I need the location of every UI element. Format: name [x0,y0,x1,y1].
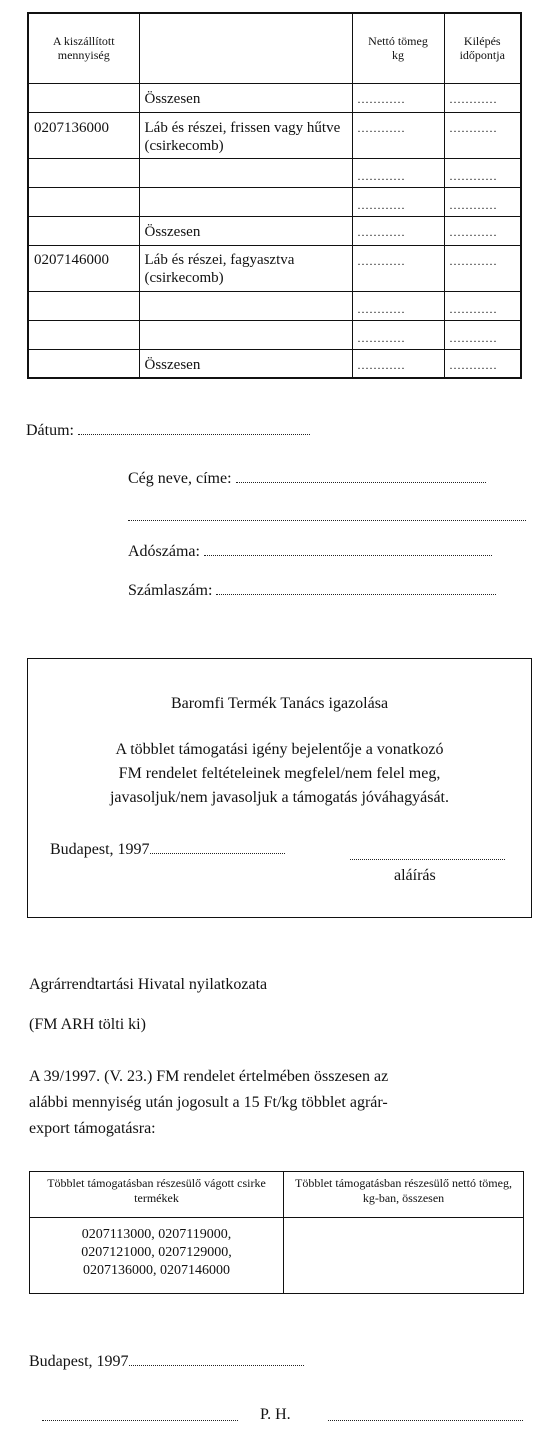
cert-body-line1: A többlet támogatási igény bejelentője a vonatkozó [115,741,444,758]
table-header-row [28,13,521,83]
table-row [28,245,521,291]
header-quantity: A kiszállított mennyiség [28,13,139,83]
row-code [28,216,139,245]
mass-field[interactable]: ............ [357,330,406,345]
row-description: Összesen [139,216,352,245]
tax-field[interactable] [204,543,492,556]
arh-note: (FM ARH tölti ki) [29,1016,146,1033]
row-code: 0207146000 [28,245,139,291]
company-label: Cég neve, címe: [128,470,232,487]
time-field[interactable]: ............ [449,253,498,268]
header-net-mass: Nettó tömeg kg [352,13,444,83]
mass-field[interactable]: ............ [357,197,406,212]
row-code [28,320,139,349]
tax-line [128,543,492,561]
mass-field[interactable]: ............ [357,224,406,239]
table-row [28,320,521,349]
footer-place-date: Budapest, 1997 [29,1353,129,1370]
row-description: Összesen [139,83,352,112]
time-field[interactable]: ............ [449,224,498,239]
mass-field[interactable]: ............ [357,357,406,372]
row-code [28,291,139,320]
date-label: Dátum: [26,422,74,439]
row-description [139,187,352,216]
cert-title: Baromfi Termék Tanács igazolása [170,695,389,712]
invoice-label: Számlaszám: [128,582,213,599]
mass-field[interactable]: ............ [357,168,406,183]
row-description: Összesen [139,349,352,378]
time-field[interactable]: ............ [449,168,498,183]
mass-field[interactable]: ............ [357,253,406,268]
cert-signature-label: aláírás [394,867,436,884]
invoice-field[interactable] [216,582,496,595]
row-code [28,187,139,216]
row-description [139,291,352,320]
delivery-table [27,12,522,379]
company-line-2 [128,508,526,526]
total-mass-field[interactable] [284,1218,524,1294]
header-description [139,13,352,83]
footer-stamp: P. H. [260,1406,291,1423]
time-field[interactable]: ............ [449,301,498,316]
product-codes-line3: 0207136000, 0207146000 [83,1263,230,1278]
arh-para-line1: A 39/1997. (V. 23.) FM rendelet értelmében összesen az [29,1068,389,1085]
row-code: 0207136000 [28,112,139,158]
mass-field[interactable]: ............ [357,120,406,135]
product-codes-line1: 0207113000, 0207119000, [81,1227,232,1242]
footer-date-field[interactable] [129,1353,304,1366]
mass-field[interactable]: ............ [357,91,406,106]
subsidy-table [29,1171,524,1294]
time-field[interactable]: ............ [449,357,498,372]
cert-date-line [50,841,285,859]
footer-date-line [29,1353,304,1371]
mass-field[interactable]: ............ [357,301,406,316]
time-field[interactable]: ............ [449,197,498,212]
footer-signature-field-2[interactable] [328,1408,523,1421]
table-row [28,187,521,216]
table-row [28,349,521,378]
product-codes-line2: 0207121000, 0207129000, [81,1245,232,1260]
header-exit-time: Kilépés időpontja [444,13,521,83]
time-field[interactable]: ............ [449,330,498,345]
invoice-line [128,582,496,600]
row-description: Láb és részei, fagyasztva (csirkecomb) [139,245,352,291]
tax-label: Adószáma: [128,543,200,560]
time-field[interactable]: ............ [449,120,498,135]
cert-place-date: Budapest, 1997 [50,841,150,858]
time-field[interactable]: ............ [449,91,498,106]
company-field-2[interactable] [128,508,526,521]
row-code [28,349,139,378]
arh-title: Agrárrendtartási Hivatal nyilatkozata [29,976,268,993]
row-code [28,158,139,187]
row-description: Láb és részei, frissen vagy hűtve (csirkecomb) [139,112,352,158]
row-code [28,83,139,112]
cert-date-field[interactable] [150,841,285,854]
header-total-mass: Többlet támogatásban részesülő nettó tömeg, kg-ban, összesen [284,1172,524,1218]
company-field[interactable] [236,470,486,483]
table-row [28,216,521,245]
header-products: Többlet támogatásban részesülő vágott csirke termékek [30,1172,284,1218]
certification-box [27,658,532,918]
date-field[interactable] [78,422,310,435]
date-line [26,422,310,440]
table-row [28,83,521,112]
table-row [28,112,521,158]
product-codes-cell [30,1218,284,1294]
arh-para-line2: alábbi mennyiség után jogosult a 15 Ft/kg többlet agrár- [29,1094,388,1111]
table-header-row [30,1172,524,1218]
row-description [139,158,352,187]
cert-signature-field[interactable] [350,847,505,860]
company-line [128,470,486,488]
table-row [28,158,521,187]
footer-signature-field[interactable] [42,1408,238,1421]
row-description [139,320,352,349]
arh-para-line3: export támogatásra: [29,1120,156,1137]
cert-body-line3: javasoljuk/nem javasoljuk a támogatás jóváhagyását. [109,789,449,806]
table-row [28,291,521,320]
cert-body-line2: FM rendelet feltételeinek megfelel/nem felel meg, [118,765,441,782]
table-row [30,1218,524,1294]
